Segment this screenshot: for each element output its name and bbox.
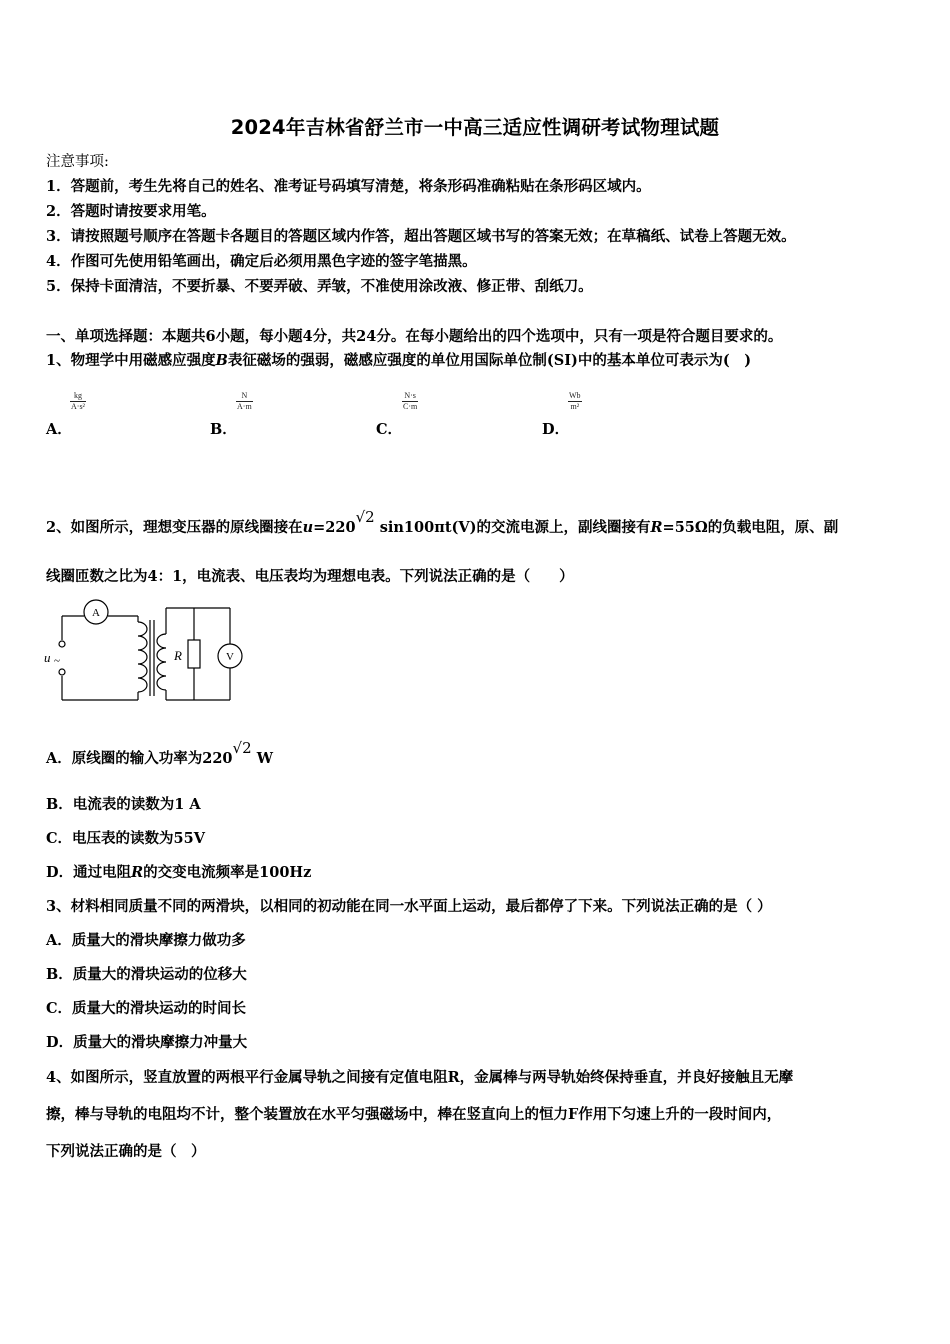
q2-option-c: C．电压表的读数为55V: [46, 830, 205, 847]
resistor-label: R: [174, 648, 182, 663]
source-label: u: [44, 650, 51, 665]
q3-option-d: D．质量大的滑块摩擦力冲量大: [46, 1034, 248, 1051]
svg-text:A: A: [92, 607, 100, 619]
q1-stem: 1、物理学中用磁感应强度B表征磁场的强弱，磁感应强度的单位用国际单位制(SI)中的基本单位可表示为( ): [46, 352, 752, 369]
page-title: 2024年吉林省舒兰市一中高三适应性调研考试物理试题: [230, 116, 720, 139]
q2-stem-line2: 线圈匝数之比为4：1，电流表、电压表均为理想电表。下列说法正确的是（ ）: [46, 568, 574, 585]
q1-option-b-label: B．: [210, 421, 237, 438]
notice-item: 5．保持卡面清洁，不要折暴、不要弄破、弄皱，不准使用涂改液、修正带、刮纸刀。: [46, 278, 593, 295]
q3-option-a: A．质量大的滑块摩擦力做功多: [46, 932, 246, 949]
notice-item: 3．请按照题号顺序在答题卡各题目的答题区域内作答，超出答题区域书写的答案无效；在草稿纸、试卷上答题无效。: [46, 228, 796, 245]
q1-option-d-fraction: $\frac{Wb}{\text{m²}}$: [569, 391, 581, 411]
q1-option-c-fraction: $\frac{N\cdot s}{C\cdot m}$: [403, 391, 418, 411]
notice-item: 2．答题时请按要求用笔。: [46, 203, 216, 220]
notice-item: 1．答题前，考生先将自己的姓名、准考证号码填写清楚，将条形码准确粘贴在条形码区域内。: [46, 178, 651, 195]
q1-option-d-label: D．: [542, 421, 570, 438]
q2-circuit-diagram: [42, 596, 252, 708]
q3-stem: 3、材料相同质量不同的两滑块，以相同的初动能在同一水平面上运动，最后都停了下来。下列说法正确的是（ ）: [46, 898, 772, 915]
q1-option-c-label: C．: [376, 421, 403, 438]
voltmeter-icon: [218, 644, 242, 668]
q2-option-b: B．电流表的读数为1 A: [46, 796, 201, 813]
q1-option-b-fraction: $\frac{N}{A\cdot m}$: [237, 391, 252, 411]
q1-option-a-label: A．: [46, 421, 72, 438]
q3-option-c: C．质量大的滑块运动的时间长: [46, 1000, 247, 1017]
q4-stem-line2: 擦，棒与导轨的电阻均不计，整个装置放在水平匀强磁场中，棒在竖直向上的恒力F作用下匀速上升的一段时间内，: [46, 1106, 782, 1123]
section-heading: 一、单项选择题：本题共6小题，每小题4分，共24分。在每小题给出的四个选项中，只有一项是符合题目要求的。: [46, 328, 783, 345]
q3-option-b: B．质量大的滑块运动的位移大: [46, 966, 247, 983]
q4-stem-line1: 4、如图所示，竖直放置的两根平行金属导轨之间接有定值电阻R，金属棒与两导轨始终保持垂直，并良好接触且无摩: [46, 1069, 794, 1086]
svg-text:V: V: [226, 651, 234, 663]
q4-stem-line3: 下列说法正确的是（ ）: [46, 1143, 206, 1160]
q2-option-a: A．原线圈的输入功率为220√2 W: [46, 739, 273, 767]
q2-option-d: D．通过电阻R的交变电流频率是100Hz: [46, 864, 312, 881]
q1-option-a-fraction: $\frac{kg}{\text{A·s²}}$: [71, 391, 85, 411]
q2-stem-line1: 2、如图所示，理想变压器的原线圈接在u=220√2 sin100πt(V)的交流电源上，副线圈接有R=55Ω的负载电阻，原、副: [46, 508, 839, 536]
ammeter-icon: [84, 600, 108, 624]
notice-item: 4．作图可先使用铅笔画出，确定后必须用黑色字迹的签字笔描黑。: [46, 253, 477, 270]
notice-heading: 注意事项:: [46, 154, 109, 170]
ac-symbol: ~: [54, 655, 60, 667]
